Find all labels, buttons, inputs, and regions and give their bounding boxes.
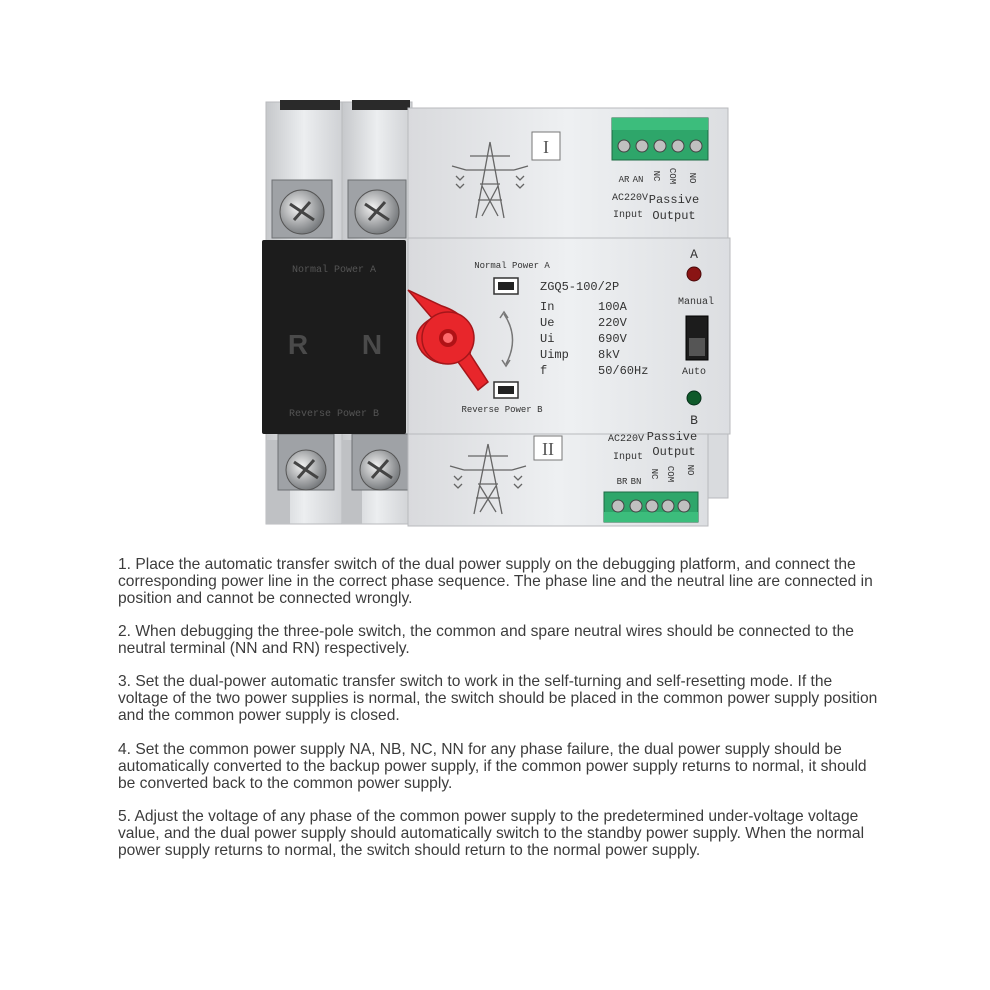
top-terminal-block [612, 118, 708, 160]
pin-label: COM [667, 167, 677, 185]
indicator-a-light [687, 267, 701, 281]
spec-value: 50/60Hz [598, 364, 649, 378]
instruction-step: 1. Place the automatic transfer switch of the dual power supply on the debugging platform, and connect the corresponding power line in the correct phase sequence. The phase line and the neutral line are connected in position and cannot be connected wrongly. [118, 556, 873, 607]
black-cover [262, 240, 406, 434]
top-input-sub: Input [612, 210, 644, 221]
cover-right-letter: N [361, 329, 383, 360]
bottom-output-label: Passive [646, 430, 698, 444]
spec-key: Uimp [540, 348, 569, 362]
bottom-terminal-block [604, 492, 698, 522]
pin-label: NC [649, 468, 659, 480]
pin-label: COM [665, 465, 675, 483]
pin-label: NC [651, 170, 661, 182]
pin-label: BN [630, 477, 642, 487]
instruction-step: 5. Adjust the voltage of any phase of the common power supply to the predetermined under-voltage voltage value, and the dual power supply should automatically switch to the standby power supply. When the normal power supply returns to normal, the switch should return to the normal power supply. [118, 808, 865, 859]
spec-key: Ue [540, 316, 555, 330]
pin-label: NO [685, 464, 695, 476]
top-output-sub: Output [652, 209, 696, 223]
indicator-a-label: A [690, 247, 698, 262]
module-bottom-label: II [542, 439, 554, 459]
instruction-step: 2. When debugging the three-pole switch, the common and spare neutral wires should be connected to the neutral terminal (NN and RN) respectively. [118, 623, 854, 657]
mode-manual-label: Manual [677, 297, 715, 308]
bottom-input-label: AC220V [607, 434, 645, 445]
spec-key: f [540, 364, 548, 378]
module-top-label: I [543, 137, 549, 157]
model-number: ZGQ5-100/2P [540, 280, 620, 294]
indicator-b-label: B [690, 413, 698, 428]
spec-key: Ui [540, 332, 555, 346]
spec-value: 690V [598, 332, 627, 346]
bottom-input-sub: Input [612, 452, 644, 463]
instruction-step: 3. Set the dual-power automatic transfer switch to work in the self-turning and self-resetting mode. If the voltage of the two power supplies is normal, the switch should be placed in the common power supply position and the common power supply is closed. [118, 673, 878, 724]
switch-bottom-label: Reverse Power B [461, 405, 543, 415]
instructions [118, 556, 880, 875]
pin-label: AN [632, 175, 644, 185]
top-output-label: Passive [648, 193, 700, 207]
pin-label: NO [687, 172, 697, 184]
instruction-step: 4. Set the common power supply NA, NB, NC, NN for any phase failure, the dual power supply should be automatically converted to the backup power supply, if the common power supply returns to normal, it should be converted back to the common power supply. [118, 741, 867, 792]
top-input-label: AC220V [611, 193, 649, 204]
indicator-b-light [687, 391, 701, 405]
spec-value: 8kV [598, 348, 620, 362]
cover-left-letter: R [287, 329, 309, 360]
pin-label: AR [618, 175, 630, 185]
pin-label: BR [616, 477, 628, 487]
spec-key: In [540, 300, 555, 314]
switch-top-label: Normal Power A [474, 261, 550, 271]
cover-bottom-label: Reverse Power B [288, 409, 380, 420]
spec-value: 220V [598, 316, 627, 330]
bottom-output-sub: Output [652, 445, 696, 459]
cover-top-label: Normal Power A [291, 265, 377, 276]
spec-value: 100A [598, 300, 627, 314]
mode-auto-label: Auto [681, 367, 707, 378]
